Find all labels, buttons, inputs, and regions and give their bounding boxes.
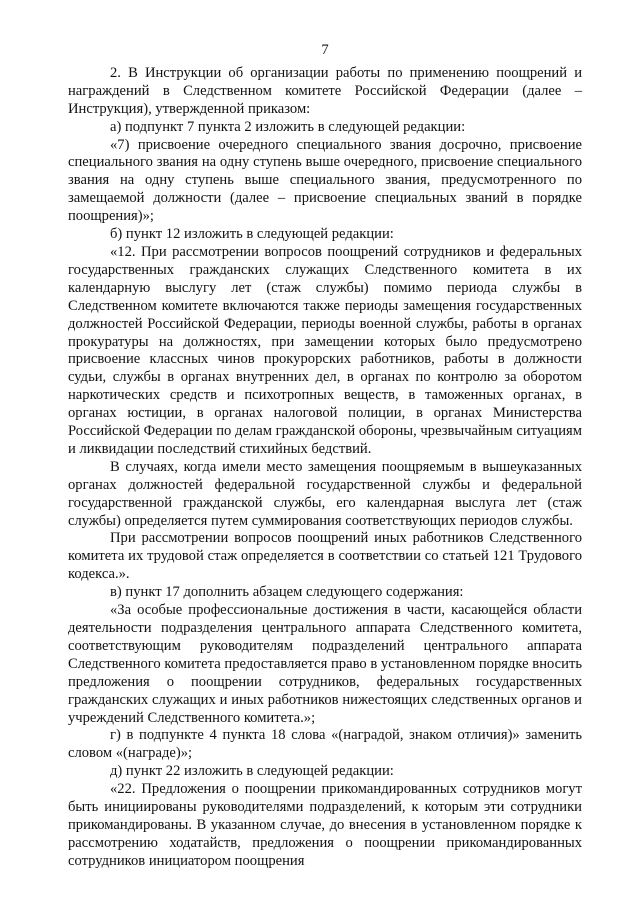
paragraph-item-22-text: «22. Предложения о поощрении прикомандированных сотрудников могут быть инициированы руководителями подразделений, к которым эти сотрудники прикомандированы. В указанном случае, до внесения в установленном порядке к рассмотрению ходатайств, предложения о поощрении прикомандированных сотрудников инициатором поощрения <box>68 781 582 869</box>
paragraph-item-v: в) пункт 17 дополнить абзацем следующего содержания: <box>110 584 464 601</box>
paragraph-instruction-amendment: 2. В Инструкции об организации работы по применению поощрений и награждений в Следственном комитете Российской Федерации (далее – Инструкция), утвержденной приказом: <box>68 64 582 117</box>
paragraph-item-g: г) в подпункте 4 пункта 18 слова «(наградой, знаком отличия)» заменить словом «(награде)»; <box>68 727 582 762</box>
paragraph-item-a-text: «7) присвоение очередного специального звания досрочно, присвоение специального звания на одну ступень выше очередного, присвоение специального звания на одну ступень выше специального звания, предусмотренного по замещаемой должности (далее – присвоение специальных званий в порядке поощрения)»; <box>68 136 582 225</box>
paragraph-item-d: д) пункт 22 изложить в следующей редакции: <box>110 763 394 780</box>
page-number: 7 <box>321 42 329 58</box>
paragraph-item-b: б) пункт 12 изложить в следующей редакции: <box>110 226 394 243</box>
paragraph-item-17-text: «За особые профессиональные достижения в части, касающейся области деятельности подразделения центрального аппарата Следственного комитета, соответствующим руководителям подразделений центрального аппарата Следственного комитета предоставляется право в установленном порядке вносить предложения о поощрении сотрудников, федеральных государственных гражданских служащих и иных работников нижестоящих следственных органов и учреждений Следственного комитета.»; <box>68 602 582 726</box>
paragraph-item-12-text: «12. При рассмотрении вопросов поощрений сотрудников и федеральных государственных гражданских служащих Следственного комитета в их календарную выслугу лет (стаж службы) помимо периода службы в Следственном комитете включаются также периоды замещения государственных должностей Российской Федерации, периоды военной службы, работы в органах прокуратуры на должностях, при замещении которых было предусмотрено присвоение классных чинов прокурорских работников, работы в должности судьи, службы в органах внутренних дел, в органах по контролю за оборотом наркотических средств и психотропных веществ, в таможенных органах, в органах юстиции, в органах налоговой полиции, в органах Министерства Российской Федерации по делам гражданской обороны, чрезвычайным ситуациям и ликвидации последствий стихийных бедствий. <box>68 243 582 457</box>
paragraph-item-12-other-workers: При рассмотрении вопросов поощрений иных работников Следственного комитета их трудовой стаж определяется в соответствии со статьей 121 Трудового кодекса.». <box>68 530 582 583</box>
paragraph-item-a: а) подпункт 7 пункта 2 изложить в следующей редакции: <box>110 118 466 135</box>
paragraph-item-12-cases: В случаях, когда имели место замещения поощряемым в вышеуказанных органах должностей федеральной государственной службы и федеральной государственной гражданской службы, его календарная выслуга лет (стаж службы) определяется путем суммирования соответствующих периодов службы. <box>68 458 582 529</box>
